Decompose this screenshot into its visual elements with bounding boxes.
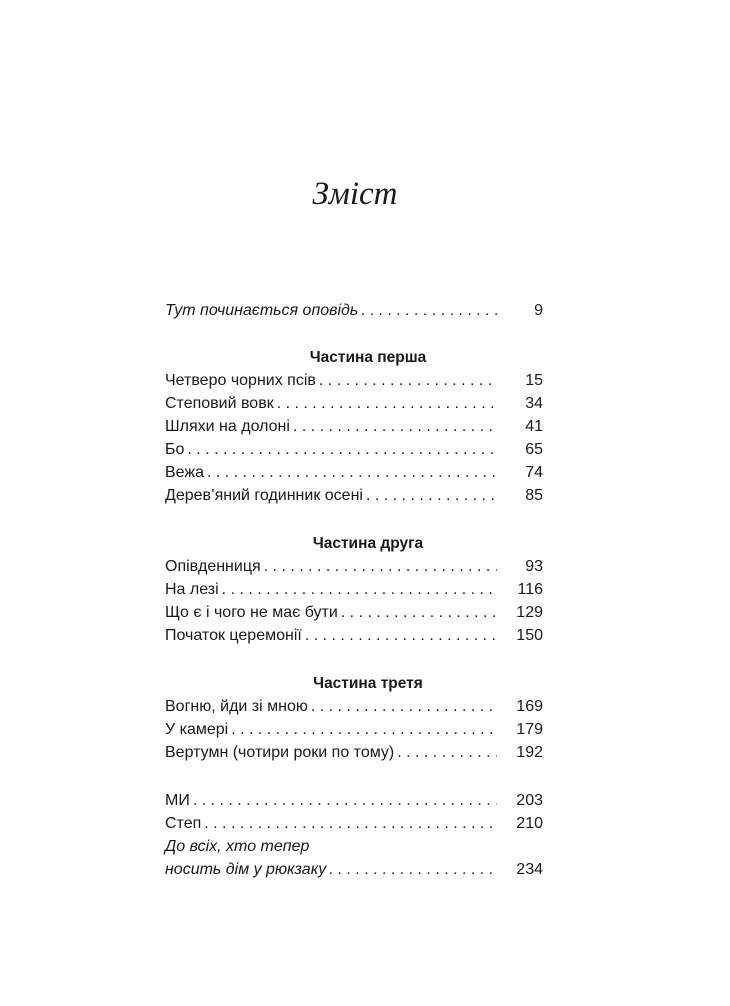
toc-entry-label: Вежа bbox=[165, 464, 204, 481]
toc-entry-label: Опівденниця bbox=[165, 558, 261, 575]
toc-entry-label: Вертумн (чотири роки по тому) bbox=[165, 744, 395, 761]
toc-leader-dots bbox=[193, 789, 497, 812]
toc-leader-dots bbox=[341, 601, 497, 624]
toc-entry bbox=[165, 624, 543, 647]
toc-entry-label: Степовий вовк bbox=[165, 395, 274, 412]
toc-entry-label: носить дім у рюкзаку bbox=[165, 861, 327, 878]
toc-entry-page: 116 bbox=[517, 581, 543, 598]
toc-leader-dots bbox=[293, 415, 497, 438]
toc-leader-dots bbox=[187, 438, 497, 461]
toc-entry bbox=[165, 812, 543, 835]
part-heading-2: Частина друга bbox=[312, 535, 424, 552]
toc-entry bbox=[165, 392, 543, 415]
toc-leader-dots bbox=[277, 392, 497, 415]
toc-entry bbox=[165, 601, 543, 624]
toc-leader-dots bbox=[319, 369, 497, 392]
toc-entry bbox=[165, 484, 543, 507]
toc-entry bbox=[165, 741, 543, 764]
toc-entry-page: 234 bbox=[516, 861, 543, 878]
toc-entry-page: 65 bbox=[525, 441, 543, 458]
toc-entry-label: Бо bbox=[165, 441, 185, 458]
toc-entry-page: 169 bbox=[516, 698, 543, 715]
toc-entry-label: Степ bbox=[165, 815, 202, 832]
toc-entry-page: 210 bbox=[516, 815, 543, 832]
toc-entry-final bbox=[165, 858, 543, 881]
toc-entry-label: У камері bbox=[165, 721, 229, 738]
toc-entry-page: 9 bbox=[534, 302, 543, 319]
toc-entry-page: 192 bbox=[516, 744, 543, 761]
toc-entry-page: 179 bbox=[516, 721, 543, 738]
toc-entry-label: Шляхи на долоні bbox=[165, 418, 290, 435]
toc-entry-page: 85 bbox=[525, 487, 543, 504]
toc-entry-label: Дерев’яний годинник осені bbox=[165, 487, 363, 504]
toc-entry-label: Що є і чого не має бути bbox=[165, 604, 338, 621]
toc-leader-dots bbox=[361, 299, 497, 322]
toc-entry-page: 150 bbox=[516, 627, 543, 644]
toc-entry bbox=[165, 369, 543, 392]
toc-entry-page: 93 bbox=[525, 558, 543, 575]
part-heading-1: Частина перша bbox=[309, 349, 427, 366]
toc-entry bbox=[165, 695, 543, 718]
toc-entry bbox=[165, 438, 543, 461]
toc-entry-label: Початок церемонії bbox=[165, 627, 302, 644]
toc-entry-label: На лезі bbox=[165, 581, 219, 598]
table-of-contents bbox=[165, 299, 543, 881]
toc-entry-label: Вогню, йди зі мною bbox=[165, 698, 308, 715]
toc-leader-dots bbox=[222, 578, 497, 601]
toc-entry-label: Четверо чорних псів bbox=[165, 372, 316, 389]
part-heading-3: Частина третя bbox=[313, 675, 423, 692]
toc-entry bbox=[165, 461, 543, 484]
toc-entry bbox=[165, 718, 543, 741]
toc-entry-page: 15 bbox=[525, 372, 543, 389]
toc-entry-intro bbox=[165, 299, 543, 322]
toc-entry-page: 74 bbox=[525, 464, 543, 481]
toc-entry-label: МИ bbox=[165, 792, 190, 809]
toc-entry-final-line1: До всіх, хто тепер bbox=[165, 838, 310, 855]
toc-leader-dots bbox=[397, 741, 497, 764]
toc-leader-dots bbox=[329, 858, 497, 881]
toc-entry-page: 34 bbox=[525, 395, 543, 412]
toc-leader-dots bbox=[207, 461, 497, 484]
toc-entry-page: 203 bbox=[516, 792, 543, 809]
page-title: Зміст bbox=[312, 176, 398, 212]
toc-entry bbox=[165, 578, 543, 601]
toc-entry bbox=[165, 789, 543, 812]
toc-leader-dots bbox=[366, 484, 497, 507]
toc-entry bbox=[165, 555, 543, 578]
toc-entry-page: 129 bbox=[516, 604, 543, 621]
toc-leader-dots bbox=[264, 555, 497, 578]
toc-leader-dots bbox=[231, 718, 497, 741]
toc-leader-dots bbox=[204, 812, 497, 835]
toc-entry-label: Тут починається оповідь bbox=[165, 302, 359, 319]
toc-leader-dots bbox=[305, 624, 497, 647]
toc-leader-dots bbox=[311, 695, 497, 718]
toc-entry bbox=[165, 415, 543, 438]
toc-entry-page: 41 bbox=[525, 418, 543, 435]
